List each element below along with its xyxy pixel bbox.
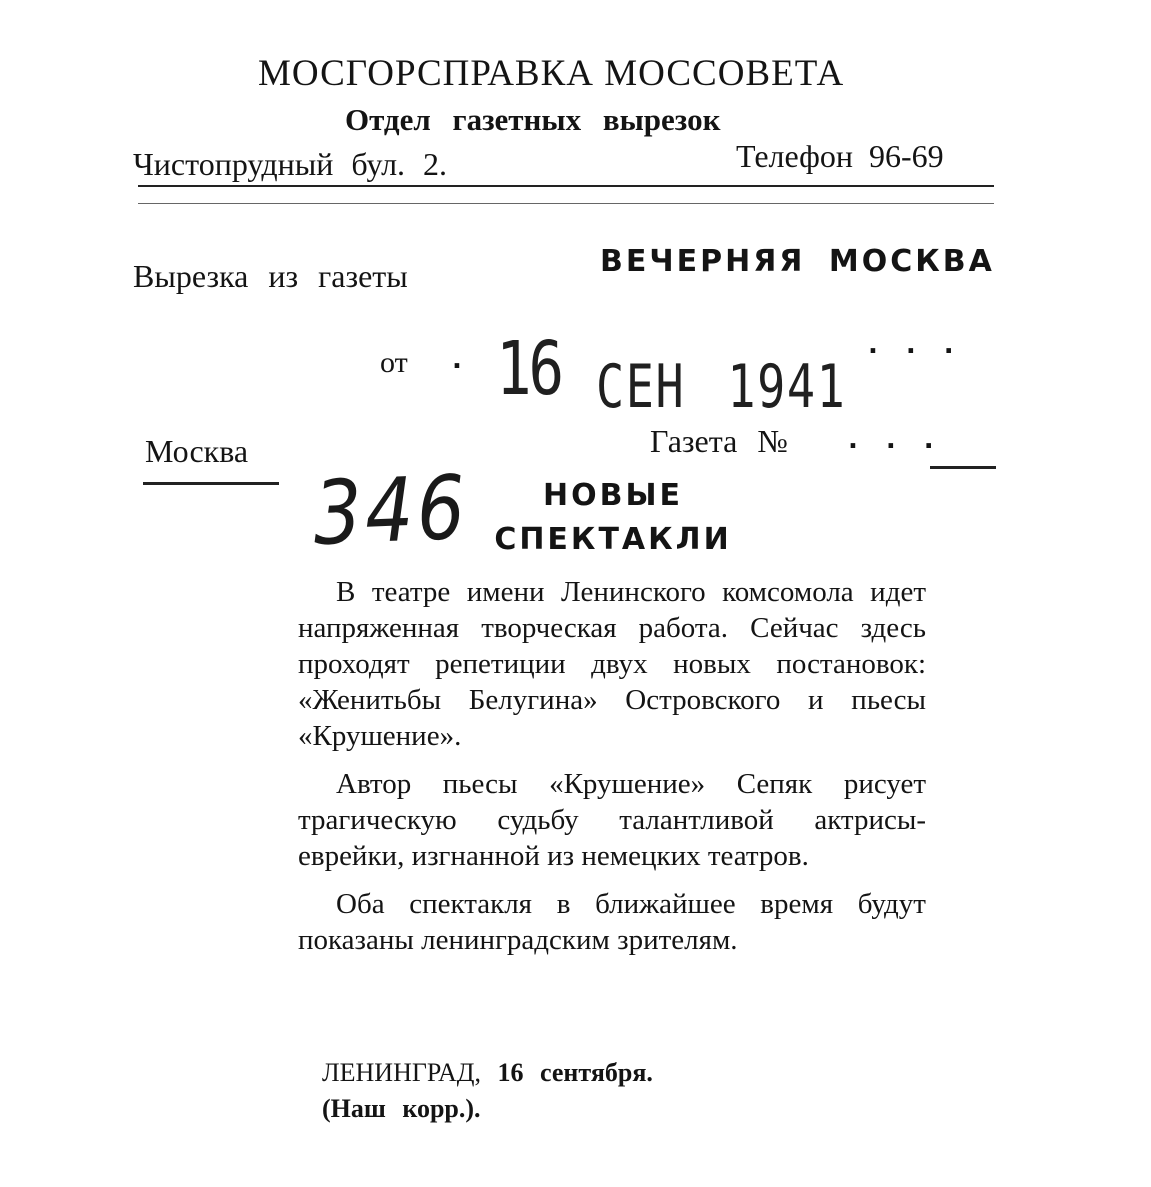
city-label: Москва: [145, 433, 249, 469]
article-paragraph: В театре имени Ленинского комсомола идет напряженная творческая работа. Сейчас здесь проходят репетиции двух новых постановок: «Женитьбы Белугина» Островского и пьесы «Крушение».: [298, 576, 926, 752]
date-stamp-month-year: СЕН 1941: [596, 352, 847, 422]
organization-title: МОСГОРСПРАВКА МОССОВЕТА: [258, 53, 845, 94]
date-dots-left: .: [452, 345, 490, 375]
issue-label: Газета №: [650, 423, 788, 459]
phone: Телефон 96-69: [736, 138, 944, 174]
article-paragraph: Автор пьесы «Крушение» Сепяк рисует трагическую судьбу талантливой актрисы-еврейки, изгнанной из немецких театров.: [298, 768, 926, 872]
dateline-city: ЛЕНИНГРАД,: [322, 1058, 482, 1087]
handwritten-number: 346: [312, 455, 470, 565]
clipping-label: Вырезка из газеты: [133, 258, 408, 294]
header-divider-thin: [138, 203, 994, 204]
date-dots-right: ...: [868, 330, 982, 360]
date-stamp-day: 16: [496, 326, 561, 412]
address: Чистопрудный бул. 2.: [133, 146, 448, 182]
headline-line-1: НОВЫЕ: [542, 478, 684, 513]
article-paragraph: Оба спектакля в ближайшее время будут показаны ленинградским зрителям.: [298, 888, 926, 956]
issue-dots: ...: [848, 425, 962, 455]
headline-line-2: СПЕКТАКЛИ: [494, 522, 732, 557]
newspaper-name: ВЕЧЕРНЯЯ МОСКВА: [600, 244, 995, 279]
date-label: от: [380, 346, 408, 379]
issue-underline: [930, 466, 996, 469]
header-divider: [138, 185, 994, 187]
dateline-date: 16 сентября.: [497, 1058, 653, 1087]
city-underline: [143, 482, 279, 485]
dateline: [322, 1058, 653, 1088]
article-body: [298, 574, 926, 970]
department-title: Отдел газетных вырезок: [345, 102, 721, 137]
correspondent-credit: (Наш корр.).: [322, 1094, 481, 1123]
article-headline: [493, 474, 733, 562]
